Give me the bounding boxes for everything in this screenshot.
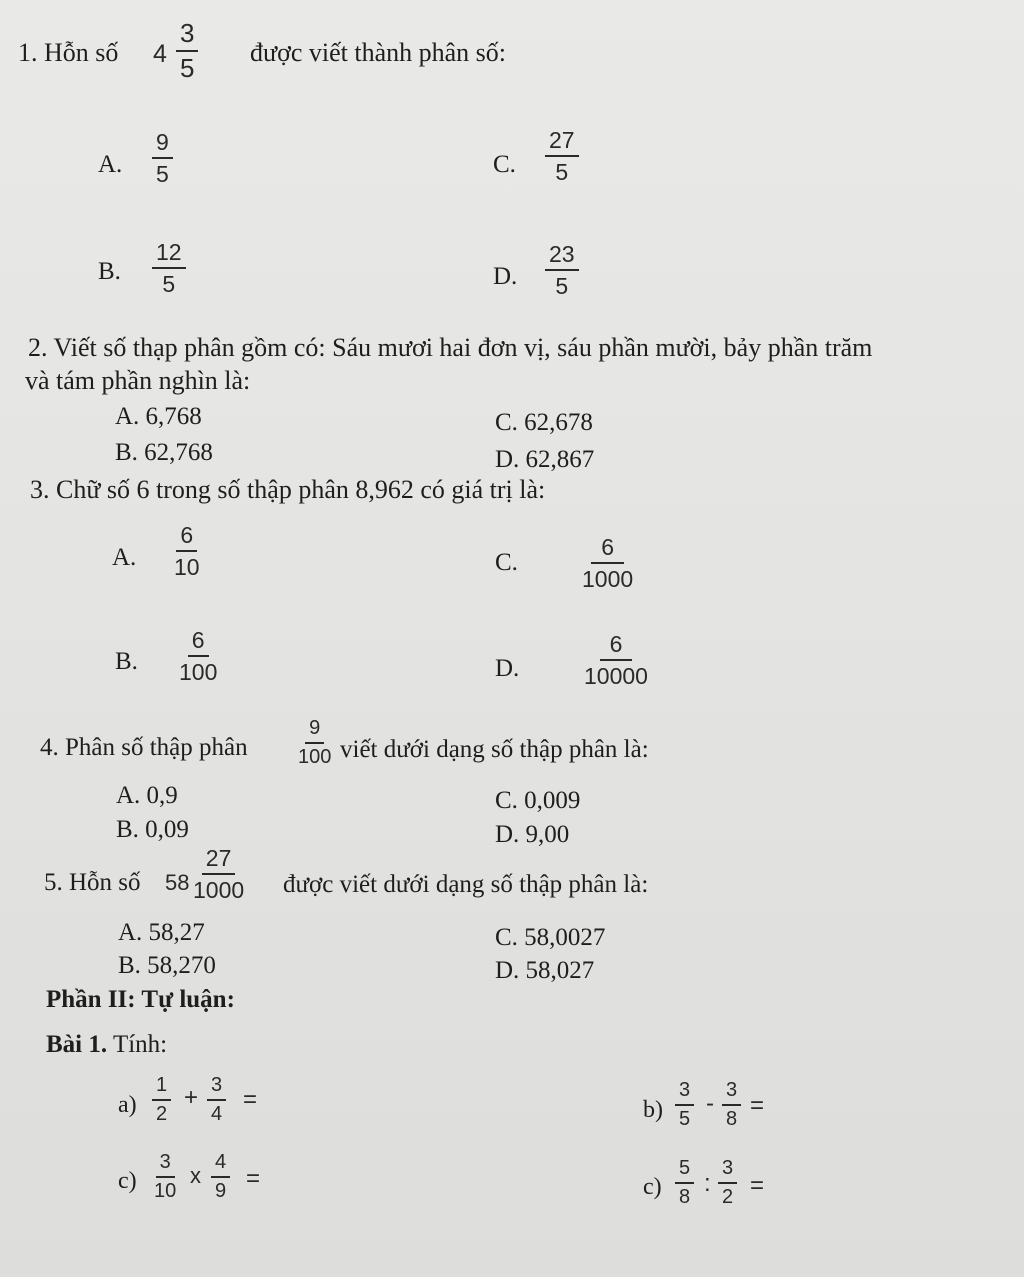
q3-text: 3. Chữ số 6 trong số thập phân 8,962 có giá trị là: xyxy=(30,475,546,504)
fraction-denominator: 8 xyxy=(679,1186,691,1208)
exercise-d-operator: : xyxy=(704,1170,711,1197)
fraction-denominator: 2 xyxy=(722,1186,734,1208)
fraction-denominator: 10 xyxy=(154,1180,177,1202)
bai1-text: Tính: xyxy=(112,1031,168,1058)
q4-option-b[interactable]: B. 0,09 xyxy=(116,816,189,843)
fraction-numerator: 3 xyxy=(156,1152,175,1178)
fraction-denominator: 5 xyxy=(679,1108,691,1130)
exercise-d-label: c) xyxy=(643,1174,662,1200)
exercise-b-fraction-1 xyxy=(675,1080,694,1130)
q1-option-d-fraction[interactable] xyxy=(545,242,579,298)
q1-mixed-fraction xyxy=(176,20,198,83)
exercise-a-operator: + xyxy=(184,1084,199,1111)
q1-option-b-fraction[interactable] xyxy=(152,240,186,296)
exercise-c-equals: = xyxy=(246,1165,261,1192)
exercise-d-fraction-1 xyxy=(675,1158,694,1208)
q1-option-d-label[interactable]: D. xyxy=(493,263,518,290)
exercise-b-equals: = xyxy=(750,1092,765,1119)
exercise-c-fraction-1 xyxy=(150,1152,180,1202)
q5-option-b[interactable]: B. 58,270 xyxy=(118,952,216,979)
q5-mixed-fraction xyxy=(189,846,248,902)
q1-mixed-whole: 4 xyxy=(153,40,167,68)
q1-suffix: được viết thành phân số: xyxy=(250,38,507,67)
fraction-numerator: 5 xyxy=(675,1158,694,1184)
fraction-numerator: 6 xyxy=(600,632,633,661)
fraction-denominator: 5 xyxy=(555,159,569,186)
bai1-heading xyxy=(46,1030,167,1060)
q2-option-a[interactable]: A. 6,768 xyxy=(115,403,202,430)
q4-fraction xyxy=(294,718,335,768)
q2-text-line2: và tám phần nghìn là: xyxy=(25,366,251,395)
exercise-a-fraction-1 xyxy=(152,1075,171,1125)
exercise-c-operator: x xyxy=(190,1163,201,1188)
fraction-denominator: 1000 xyxy=(582,566,634,593)
fraction-numerator: 27 xyxy=(545,128,579,157)
fraction-numerator: 12 xyxy=(152,240,186,269)
exercise-a-label: a) xyxy=(118,1092,137,1118)
q3-option-d-fraction[interactable] xyxy=(574,632,658,688)
fraction-denominator: 1000 xyxy=(193,877,245,904)
exercise-c-label: c) xyxy=(118,1168,137,1194)
exercise-b-operator: - xyxy=(706,1090,714,1117)
fraction-denominator: 5 xyxy=(162,271,176,298)
fraction-denominator: 2 xyxy=(156,1103,168,1125)
fraction-denominator: 100 xyxy=(179,659,218,686)
bai1-bold: Bài 1. xyxy=(46,1031,108,1058)
q3-option-b-fraction[interactable] xyxy=(175,628,221,684)
part2-title: Phần II: Tự luận: xyxy=(46,986,235,1013)
q3-option-c-fraction[interactable] xyxy=(572,535,643,591)
q5-option-a[interactable]: A. 58,27 xyxy=(118,919,205,946)
q1-option-a-label[interactable]: A. xyxy=(98,151,123,178)
fraction-denominator: 10000 xyxy=(584,663,648,690)
q5-mixed-whole: 58 xyxy=(165,870,190,895)
fraction-numerator: 1 xyxy=(152,1075,171,1101)
exercise-a-equals: = xyxy=(243,1086,258,1113)
q4-option-c[interactable]: C. 0,009 xyxy=(495,787,581,814)
q1-option-c-label[interactable]: C. xyxy=(493,151,516,178)
fraction-denominator: 9 xyxy=(215,1180,227,1202)
exercise-d-equals: = xyxy=(750,1172,765,1199)
fraction-numerator: 6 xyxy=(591,535,624,564)
exercise-b-fraction-2 xyxy=(722,1080,741,1130)
q5-prefix: 5. Hỗn số xyxy=(44,869,141,896)
q2-text-line1: 2. Viết số thạp phân gồm có: Sáu mươi hai đơn vị, sáu phần mười, bảy phần trăm xyxy=(28,333,873,362)
fraction-numerator: 6 xyxy=(176,523,197,552)
fraction-numerator: 3 xyxy=(207,1075,226,1101)
q1-option-c-fraction[interactable] xyxy=(545,128,579,184)
q4-option-d[interactable]: D. 9,00 xyxy=(495,821,570,848)
q4-option-a[interactable]: A. 0,9 xyxy=(116,782,178,809)
fraction-denominator: 100 xyxy=(298,746,332,768)
q3-option-b-label[interactable]: B. xyxy=(115,648,138,675)
exercise-b-label: b) xyxy=(643,1097,663,1123)
fraction-numerator: 27 xyxy=(202,846,236,875)
q5-suffix: được viết dưới dạng số thập phân là: xyxy=(283,871,649,898)
fraction-denominator: 5 xyxy=(156,161,169,188)
q1-option-b-label[interactable]: B. xyxy=(98,258,121,285)
fraction-numerator: 3 xyxy=(718,1158,737,1184)
q3-option-a-label[interactable]: A. xyxy=(112,544,137,571)
q1-mixed-num: 3 xyxy=(176,20,198,52)
fraction-numerator: 9 xyxy=(152,130,173,159)
q1-option-a-fraction[interactable] xyxy=(152,130,173,186)
q1-prefix: 1. Hỗn số xyxy=(18,38,119,67)
fraction-numerator: 3 xyxy=(722,1080,741,1106)
fraction-numerator: 3 xyxy=(675,1080,694,1106)
q5-option-d[interactable]: D. 58,027 xyxy=(495,957,595,984)
exercise-c-fraction-2 xyxy=(211,1152,230,1202)
q1-mixed-den: 5 xyxy=(180,53,195,84)
q2-option-b[interactable]: B. 62,768 xyxy=(115,439,213,466)
q3-option-d-label[interactable]: D. xyxy=(495,655,520,682)
fraction-numerator: 23 xyxy=(545,242,579,271)
fraction-denominator: 10 xyxy=(174,554,200,581)
fraction-numerator: 4 xyxy=(211,1152,230,1178)
fraction-numerator: 6 xyxy=(188,628,209,657)
fraction-denominator: 4 xyxy=(211,1103,223,1125)
fraction-denominator: 8 xyxy=(726,1108,738,1130)
q5-option-c[interactable]: C. 58,0027 xyxy=(495,924,606,951)
q2-option-d[interactable]: D. 62,867 xyxy=(495,446,595,473)
fraction-denominator: 5 xyxy=(555,273,569,300)
fraction-numerator: 9 xyxy=(305,718,324,744)
q2-option-c[interactable]: C. 62,678 xyxy=(495,409,593,436)
q4-suffix: viết dưới dạng số thập phân là: xyxy=(340,736,649,763)
exercise-a-fraction-2 xyxy=(207,1075,226,1125)
q4-prefix: 4. Phân số thập phân xyxy=(40,734,248,761)
exercise-d-fraction-2 xyxy=(718,1158,737,1208)
q3-option-c-label[interactable]: C. xyxy=(495,549,518,576)
q3-option-a-fraction[interactable] xyxy=(170,523,204,579)
